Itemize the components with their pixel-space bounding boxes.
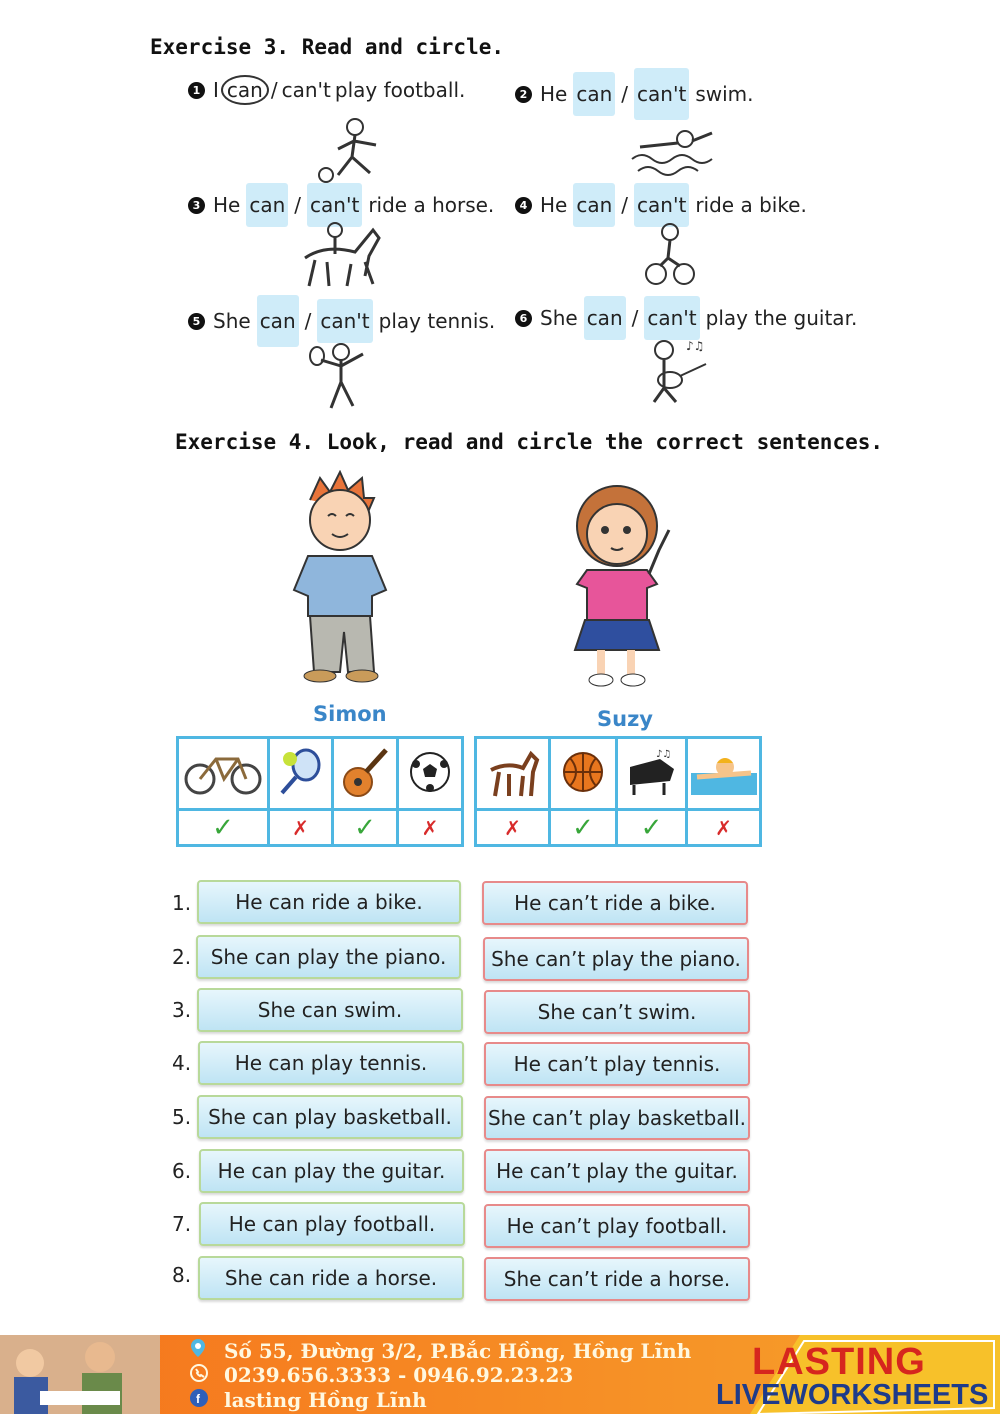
svg-text:♪♫: ♪♫ <box>655 748 671 760</box>
footer-facebook: lasting Hồng Lĩnh <box>224 1388 427 1412</box>
slash: / <box>631 306 639 330</box>
teacher-students-photo <box>0 1335 160 1414</box>
footer-address: Số 55, Đường 3/2, P.Bắc Hồng, Hồng Lĩnh <box>224 1338 692 1363</box>
suzy-illustration <box>565 480 695 690</box>
item-rest: play tennis. <box>378 309 496 333</box>
item-subject: I <box>213 78 219 102</box>
footer-phone: 0239.656.3333 - 0946.92.23.23 <box>224 1363 574 1387</box>
row-number: 1. <box>172 891 192 915</box>
sentence-option-can[interactable]: He can play tennis. <box>198 1041 464 1085</box>
item-number: 2 <box>515 86 532 103</box>
liveworksheets-watermark: LIVEWORKSHEETS <box>716 1379 989 1411</box>
footer-facebook-line[interactable] <box>190 1388 427 1412</box>
horse-rider-illustration <box>295 218 385 293</box>
swimming-icon <box>687 738 761 810</box>
svg-text:♪♫: ♪♫ <box>686 339 705 353</box>
cross-mark: ✗ <box>398 810 463 846</box>
tennis-player-illustration <box>305 338 375 413</box>
football-player-illustration <box>310 115 400 185</box>
slash: / <box>304 309 312 333</box>
item-rest: swim. <box>695 82 754 106</box>
simon-name: Simon <box>313 702 387 726</box>
slash: / <box>621 82 629 106</box>
simon-illustration <box>280 470 400 690</box>
ex3-item-6 <box>515 296 857 340</box>
sentence-option-can[interactable]: He can play football. <box>199 1202 465 1246</box>
cant-option[interactable]: can't <box>307 183 362 227</box>
exercise4-title: Exercise 4. Look, read and circle the correct sentences. <box>175 430 884 454</box>
cant-option[interactable]: can't <box>317 299 372 343</box>
suzy-ability-table <box>474 736 762 847</box>
item-subject: She <box>540 306 578 330</box>
cross-mark: ✗ <box>269 810 333 846</box>
row-number: 7. <box>172 1212 192 1236</box>
phone-icon <box>190 1363 212 1387</box>
sentence-option-can[interactable]: She can ride a horse. <box>198 1256 464 1300</box>
sentence-option-can[interactable]: He can ride a bike. <box>197 880 461 924</box>
exercise3-title: Exercise 3. Read and circle. <box>150 35 505 59</box>
simon-ability-table <box>176 736 464 847</box>
sentence-option-can[interactable]: She can play basketball. <box>197 1095 463 1139</box>
sentence-option-cant[interactable]: She can’t swim. <box>484 990 750 1034</box>
sentence-option-cant[interactable]: He can’t play the guitar. <box>484 1149 750 1193</box>
sentence-option-cant[interactable]: She can’t play the piano. <box>483 937 749 981</box>
item-number: 1 <box>188 82 205 99</box>
cross-mark: ✗ <box>687 810 761 846</box>
item-rest: play football. <box>334 78 466 102</box>
row-number: 6. <box>172 1159 192 1183</box>
sentence-option-cant[interactable]: He can’t ride a bike. <box>482 881 748 925</box>
sentence-option-can[interactable]: She can play the piano. <box>196 935 461 979</box>
cant-option[interactable]: can't <box>634 68 689 120</box>
ex3-item-2 <box>515 68 754 120</box>
can-option[interactable]: can <box>573 183 615 227</box>
sentence-option-cant[interactable]: She can’t ride a horse. <box>484 1257 750 1301</box>
cross-mark: ✗ <box>476 810 550 846</box>
sentence-option-cant[interactable]: He can’t play tennis. <box>484 1042 750 1086</box>
cant-option[interactable]: can't <box>634 183 689 227</box>
swimmer-illustration <box>630 125 720 180</box>
item-subject: He <box>540 193 568 217</box>
row-number: 4. <box>172 1051 192 1075</box>
item-subject: He <box>213 193 241 217</box>
tennis-racket-icon <box>269 738 333 810</box>
bike-icon <box>178 738 269 810</box>
bike-rider-illustration <box>640 222 700 288</box>
can-option[interactable]: can <box>246 183 288 227</box>
svg-text:f: f <box>196 1392 200 1406</box>
can-option[interactable]: can <box>584 296 626 340</box>
item-rest: ride a horse. <box>368 193 495 217</box>
basketball-icon <box>550 738 617 810</box>
tick-mark: ✓ <box>178 810 269 846</box>
slash: / <box>621 193 629 217</box>
item-subject: She <box>213 309 251 333</box>
row-number: 8. <box>172 1263 192 1287</box>
item-subject: He <box>540 82 568 106</box>
location-pin-icon <box>190 1338 212 1363</box>
guitar-player-illustration <box>640 336 715 406</box>
footer-phone-line <box>190 1363 573 1387</box>
tick-mark: ✓ <box>617 810 687 846</box>
slash: / <box>294 193 302 217</box>
cant-option[interactable]: can't <box>644 296 699 340</box>
ex3-item-1 <box>188 68 465 112</box>
sentence-option-cant[interactable]: He can’t play football. <box>484 1204 750 1248</box>
sentence-option-can[interactable]: She can swim. <box>197 988 463 1032</box>
item-number: 3 <box>188 197 205 214</box>
item-rest: ride a bike. <box>695 193 807 217</box>
sentence-option-can[interactable]: He can play the guitar. <box>199 1149 464 1193</box>
footer-banner <box>0 1335 1000 1414</box>
row-number: 3. <box>172 998 192 1022</box>
sentence-option-cant[interactable]: She can’t play basketball. <box>484 1096 750 1140</box>
brand-logo: LASTING <box>752 1341 926 1383</box>
cant-option[interactable]: can't <box>281 78 331 102</box>
facebook-icon <box>190 1388 212 1412</box>
horse-icon <box>476 738 550 810</box>
tick-mark: ✓ <box>550 810 617 846</box>
can-option[interactable]: can <box>257 295 299 347</box>
piano-icon <box>617 738 687 810</box>
slash: / <box>270 78 278 102</box>
can-option[interactable]: can <box>221 75 269 105</box>
item-rest: play the guitar. <box>705 306 858 330</box>
suzy-name: Suzy <box>597 707 653 731</box>
guitar-icon <box>333 738 398 810</box>
football-icon <box>398 738 463 810</box>
footer-address-line <box>190 1338 691 1363</box>
row-number: 2. <box>172 945 192 969</box>
ex3-item-4 <box>515 183 807 227</box>
item-number: 5 <box>188 313 205 330</box>
row-number: 5. <box>172 1105 192 1129</box>
item-number: 6 <box>515 310 532 327</box>
tick-mark: ✓ <box>333 810 398 846</box>
item-number: 4 <box>515 197 532 214</box>
can-option[interactable]: can <box>573 72 615 116</box>
